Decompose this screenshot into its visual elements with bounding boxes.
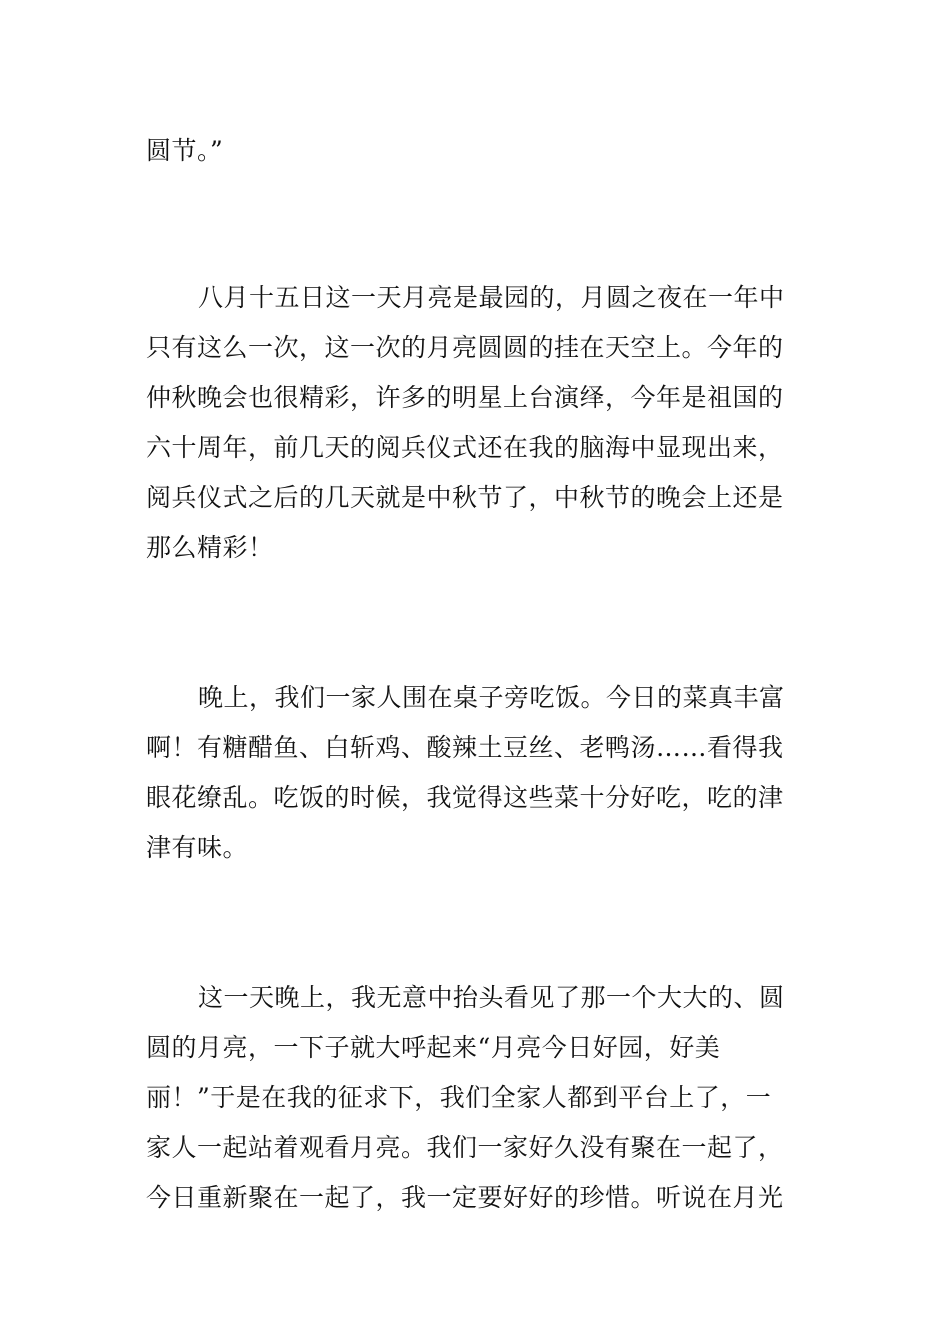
text-line: 只有这么一次，这一次的月亮圆圆的挂在天空上。今年的: [146, 333, 784, 362]
paragraph-moon-viewing: [146, 973, 808, 1223]
text-line: 津有味。: [146, 833, 249, 862]
text-line: 阅兵仪式之后的几天就是中秋节了，中秋节的晚会上还是: [146, 483, 784, 512]
paragraph-mid-autumn-moon: [146, 273, 808, 573]
text-line: 那么精彩！: [146, 533, 274, 562]
paragraph-family-dinner: [146, 673, 808, 873]
text-line: 丽！”于是在我的征求下，我们全家人都到平台上了，一: [146, 1083, 772, 1112]
text-line: 这一天晚上，我无意中抬头看见了那一个大大的、圆: [198, 983, 785, 1012]
text-line: 圆节。”: [146, 136, 224, 165]
text-line: 圆的月亮，一下子就大呼起来“月亮今日好园，好美: [146, 1033, 721, 1062]
text-line: 晚上，我们一家人围在桌子旁吃饭。今日的菜真丰富: [198, 683, 785, 712]
text-line: 家人一起站着观看月亮。我们一家好久没有聚在一起了，: [146, 1133, 784, 1162]
paragraph-continuation: [146, 126, 808, 176]
text-line: 眼花缭乱。吃饭的时候，我觉得这些菜十分好吃，吃的津: [146, 783, 784, 812]
text-line: 今日重新聚在一起了，我一定要好好的珍惜。听说在月光: [146, 1183, 784, 1212]
text-line: 八月十五日这一天月亮是最园的，月圆之夜在一年中: [198, 283, 785, 312]
text-line: 啊！有糖醋鱼、白斩鸡、酸辣土豆丝、老鸭汤……看得我: [146, 733, 784, 762]
text-line: 仲秋晚会也很精彩，许多的明星上台演绎，今年是祖国的: [146, 383, 784, 412]
text-line: 六十周年，前几天的阅兵仪式还在我的脑海中显现出来，: [146, 433, 784, 462]
